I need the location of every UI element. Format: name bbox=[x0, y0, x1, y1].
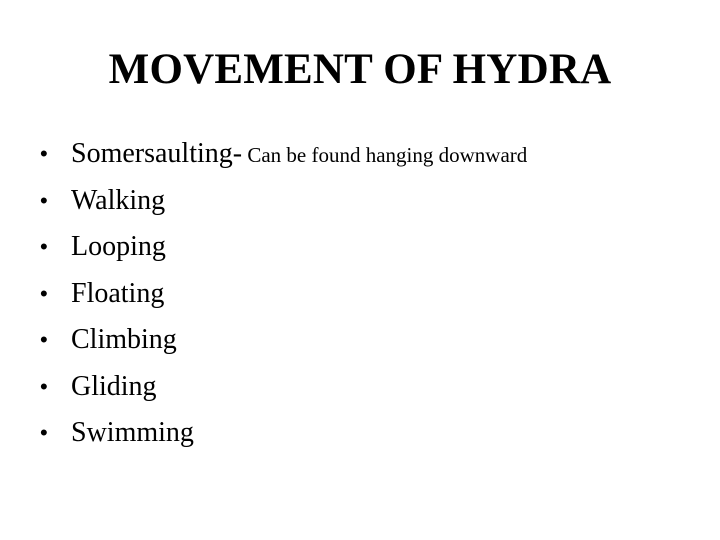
bullet-label: Floating bbox=[71, 277, 165, 309]
list-item-climbing bbox=[40, 317, 700, 364]
bullet-label: Somersaulting- bbox=[71, 138, 243, 169]
bullet-icon: • bbox=[40, 280, 48, 306]
list-item-walking bbox=[40, 178, 700, 225]
bullet-label: Climbing bbox=[71, 324, 177, 355]
bullet-icon: • bbox=[40, 373, 48, 399]
bullet-icon: • bbox=[40, 141, 48, 166]
bullet-label: Swimming bbox=[71, 417, 194, 448]
bullet-list bbox=[40, 131, 700, 457]
list-item-swimming bbox=[40, 410, 700, 457]
bullet-label: Looping bbox=[71, 231, 166, 262]
list-item-gliding bbox=[40, 364, 700, 411]
list-item-looping bbox=[40, 224, 700, 271]
bullet-icon: • bbox=[40, 187, 48, 213]
bullet-text bbox=[71, 131, 527, 179]
bullet-note: Can be found hanging downward bbox=[242, 143, 528, 167]
bullet-icon: • bbox=[40, 327, 48, 352]
bullet-icon: • bbox=[40, 420, 48, 445]
bullet-icon: • bbox=[40, 234, 48, 259]
bullet-label: Walking bbox=[71, 184, 166, 216]
slide-title: MOVEMENT OF HYDRA bbox=[108, 46, 612, 93]
list-item-somersaulting bbox=[40, 131, 700, 178]
bullet-label: Gliding bbox=[71, 370, 157, 402]
list-item-floating bbox=[40, 271, 700, 318]
